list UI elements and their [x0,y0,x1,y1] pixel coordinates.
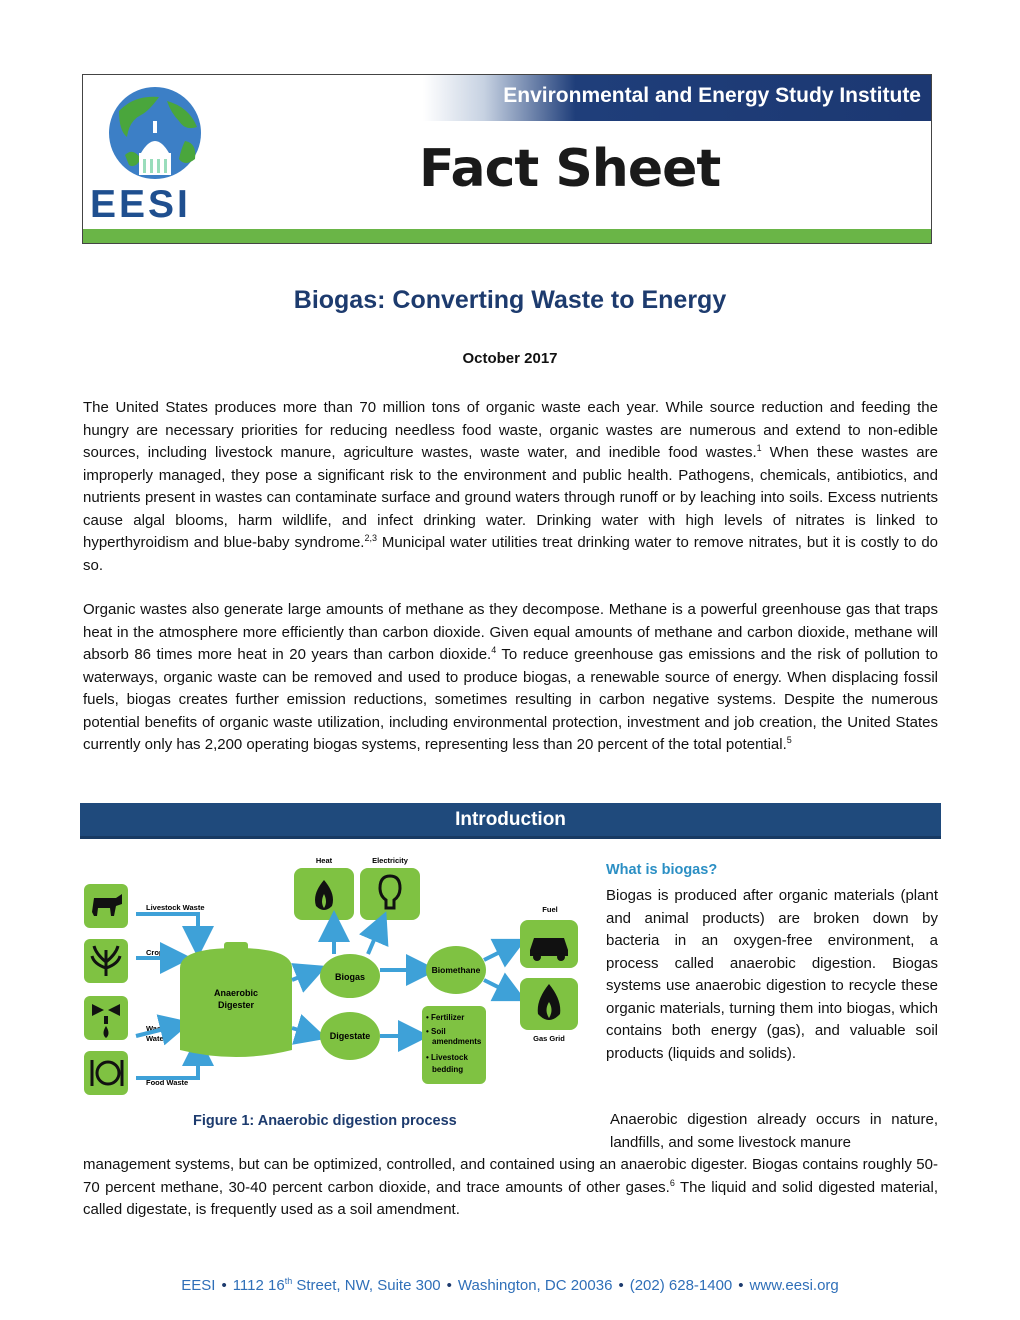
label-heat: Heat [315,856,333,865]
logo-text: EESI [90,183,191,226]
label-soil-1: • Soil [426,1027,446,1036]
footer-website-link[interactable]: www.eesi.org [749,1277,839,1294]
label-waste-water-2: Water [146,1034,167,1043]
publication-date: October 2017 [462,350,558,367]
label-livestock-waste: Livestock Waste [146,903,205,912]
paragraph-2: Organic wastes also generate large amounts of methane as they decompose. Methane is a powerful greenhouse gas that traps heat in the atmosphere more efficiently than carbon dioxide. Given equal amounts of methane and carbon dioxide, methane will absorb 86 times more heat in 20 years than carbon dioxide.$^4$ To reduce greenhouse gas emissions and the risk of pollution to waterways, organic waste can be removed and used to produce biogas, a renewable source of energy. When displacing fossil fuels, biogas creates further emission reductions, sometimes resulting in carbon negative systems. Despite the numerous potential benefits of organic waste utilization, including environmental protection, investment and job creation, the United States currently only has 2,200 operating biogas systems, representing less than 20 percent of the total potential.$^5$ [83,601,938,753]
header-banner [82,74,932,244]
paragraph-1: The United States produces more than 70 million tons of organic waste each year. While source reduction and feeding the hungry are necessary priorities for reducing needless food waste, organic wastes are numerous and extend to non-edible sources, including livestock manure, agriculture wastes, waste water, and inedible food wastes.$^1$ When these wastes are improperly managed, they pose a significant risk to the environment and public health. Pathogens, chemicals, antibiotics, and nutrients present in wastes can contaminate surface and ground waters through runoff or by leaching into soils. Excess nutrients cause algal blooms, harm wildlife, and infect drinking water. Drinking water with high levels of nitrates is linked to hyperthyroidism and blue-baby syndrome.$^{2,3}$ Municipal water utilities treat drinking water to remove nitrates, but it is costly to do so. [83,399,938,574]
label-biomethane: Biomethane [431,965,481,975]
footer-city: Washington, DC 20036 [457,1277,613,1294]
doc-type-heading: Fact Sheet [419,139,721,199]
label-fertilizer: • Fertilizer [426,1013,465,1022]
label-digester-2: Digester [217,1000,255,1010]
label-bedding-1: • Livestock [426,1053,468,1062]
closing-paragraph-first-line: Anaerobic digestion already occurs in nature, landfills, and some livestock manure [610,1111,938,1151]
label-soil-2: amendments [432,1037,482,1046]
page-title: Biogas: Converting Waste to Energy [293,286,727,314]
footer-phone: (202) 628-1400 [629,1277,733,1294]
footer-address: 1112 16th Street, NW, Suite 300 [232,1276,441,1294]
label-food-waste: Food Waste [146,1078,189,1087]
sidebar-text: Biogas is produced after organic materials (plant and animal products) are broken down by bacteria in an oxygen-free environment, a process called anaerobic digestion. Biogas systems use anaerobic digestion to recycle these organic materials, turning them into biogas, which contains both energy (gas), and valuable soil products (liquids and solids). [606,887,938,1062]
org-name: Environmental and Energy Study Institute [503,84,921,107]
closing-paragraph: management systems, but can be optimized, controlled, and contained using an anaerobic digester. Biogas contains roughly 50-70 percent methane, 30-40 percent carbon dioxide, and trace amounts of other gases.$^6$ The liquid and solid digested material, called digestate, is frequently used as a soil amendment. [83,1156,938,1218]
label-biogas: Biogas [334,972,366,982]
label-digester-1: Anaerobic [213,988,259,998]
label-crops: Crops [146,948,168,957]
anaerobic-digestion-diagram [80,850,600,1105]
label-fuel: Fuel [542,905,558,914]
footer: EESI • 1112 16th Street, NW, Suite 300 • Washington, DC 20036 • (202) 628-1400 • www.eesi.org [181,1276,839,1294]
label-waste-water-1: Waste [146,1024,168,1033]
label-digestate: Digestate [329,1031,371,1041]
label-gas-grid: Gas Grid [533,1034,565,1043]
footer-org: EESI [181,1277,216,1294]
figure-caption: Figure 1: Anaerobic digestion process [193,1113,457,1129]
label-bedding-2: bedding [432,1065,464,1074]
header-green-bar [83,229,931,243]
label-electricity: Electricity [372,856,408,865]
section-heading-introduction: Introduction [80,803,941,839]
sidebar-heading: What is biogas? [606,862,718,878]
